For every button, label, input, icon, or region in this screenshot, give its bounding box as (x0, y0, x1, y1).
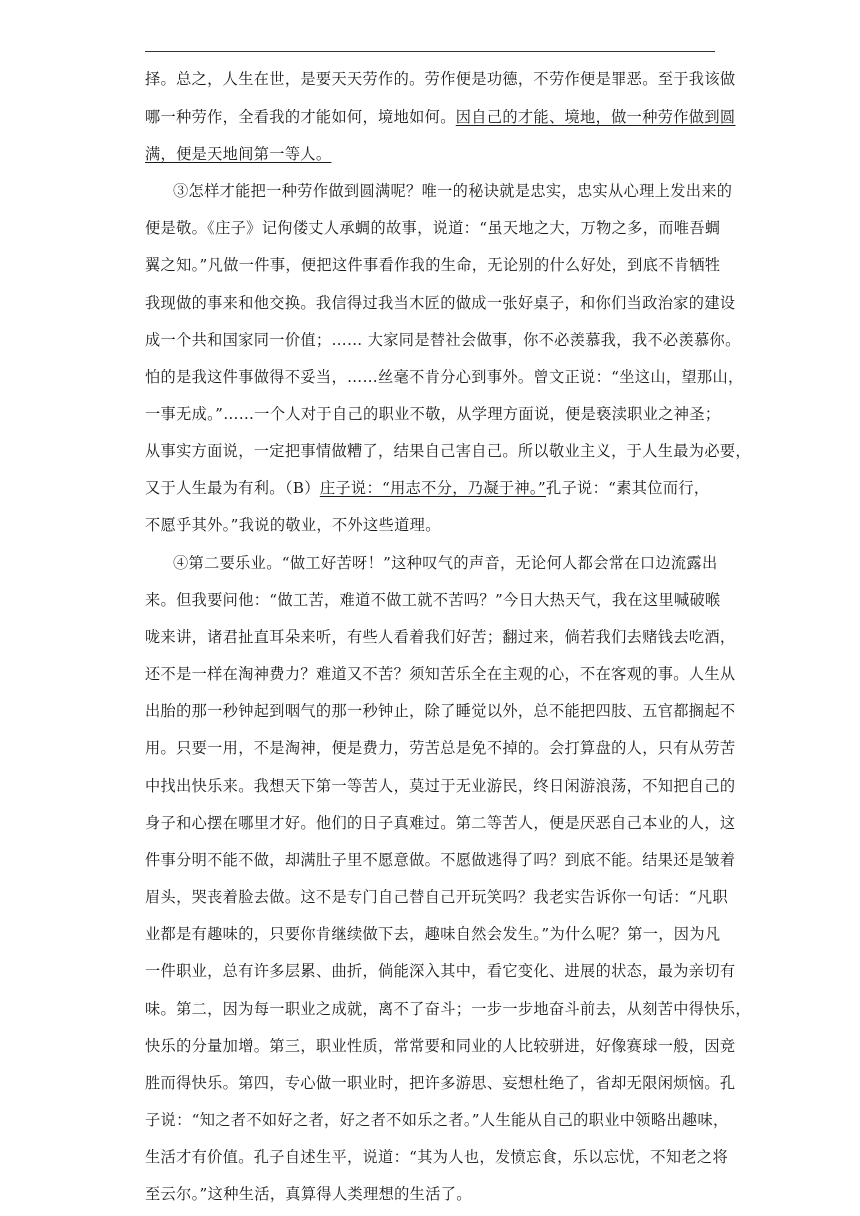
paragraph-3-first-line: ③怎样才能把一种劳作做到圆满呢？唯一的秘诀就是忠实，忠实从心理上发出来的 (173, 182, 733, 200)
text-line: 子说：“知之者不如好之者，好之者不如乐之者。”人生能从自己的职业中领略出趣味， (145, 1111, 729, 1129)
top-rule (145, 51, 715, 52)
text-line: 出胎的那一秒钟起到咽气的那一秒钟止，除了睡觉以外，总不能把四肢、五官都搁起不 (145, 702, 736, 720)
text-line: 一件职业，总有许多层累、曲折，倘能深入其中，看它变化、进展的状态，最为亲切有 (145, 962, 736, 980)
text-line: 生活才有价值。孔子自述生平，说道：“其为人也，发愤忘食，乐以忘忧，不知老之将 (145, 1148, 729, 1166)
text-line: 咙来讲，诸君扯直耳朵来听，有些人看着我们好苦；翻过来，倘若我们去赌钱去吃酒， (145, 628, 736, 646)
text-line: 成一个共和国家同一价值；…… 大家同是替社会做事，你不必羡慕我，我不必羡慕你。 (145, 331, 741, 349)
text-line: 择。总之，人生在世，是要天天劳作的。劳作便是功德，不劳作便是罪恶。至于我该做 (145, 70, 736, 88)
text-span: 又于人生最为有利。（B） (145, 479, 320, 497)
text-line: 胜而得快乐。第四，专心做一职业时，把许多游思、妄想杜绝了，省却无限闲烦恼。孔 (145, 1074, 736, 1092)
paragraph-4-first-line: ④第二要乐业。“做工好苦呀！”这种叹气的声音，无论何人都会常在口边流露出 (173, 554, 718, 572)
text-line: 业都是有趣味的，只要你肯继续做下去，趣味自然会发生。”为什么呢？第一，因为凡 (145, 925, 721, 943)
text-line: 用。只要一用，不是淘神，便是费力，劳苦总是免不掉的。会打算盘的人，只有从劳苦 (145, 739, 736, 757)
text-line: 来。但我要问他：“做工苦，难道不做工就不苦吗？”今日大热天气，我在这里喊破喉 (145, 591, 721, 609)
text-span: 孔子说：“素其位而行， (545, 479, 710, 497)
underlined-sentence-b: 庄子说：“用志不分，乃凝于神。” (319, 479, 546, 497)
text-line: 眉头，哭丧着脸去做。这不是专门自己替自己开玩笑吗？我老实告诉你一句话：“凡职 (145, 888, 729, 906)
text-line: 件事分明不能不做，却满肚子里不愿意做。不愿做逃得了吗？到底不能。结果还是皱着 (145, 851, 736, 869)
text-line: 我现做的事来和他交换。我信得过我当木匠的做成一张好桌子，和你们当政治家的建设 (145, 294, 736, 312)
text-line: 快乐的分量加增。第三，职业性质，常常要和同业的人比较骈进，好像赛球一般，因竞 (145, 1037, 736, 1055)
text-line (145, 102, 735, 132)
text-line: 还不是一样在淘神费力？难道又不苦？须知苦乐全在主观的心，不在客观的事。人生从 (145, 665, 736, 683)
text-span: 哪一种劳作，全看我的才能如何，境地如何。 (145, 108, 456, 126)
text-line: 身子和心摆在哪里才好。他们的日子真难过。第二等苦人，便是厌恶自己本业的人，这 (145, 814, 736, 832)
text-line: 至云尔。”这种生活，真算得人类理想的生活了。 (145, 1185, 472, 1203)
text-line (145, 139, 331, 169)
text-line: 不愿乎其外。”我说的敬业，不外这些道理。 (145, 516, 441, 534)
underlined-sentence: 满，便是天地间第一等人。 (145, 145, 332, 163)
text-line: 中找出快乐来。我想天下第一等苦人，莫过于无业游民，终日闲游浪荡，不知把自己的 (145, 777, 736, 795)
text-line: 一事无成。”……一个人对于自己的职业不敬，从学理方面说，便是亵渎职业之神圣； (145, 405, 721, 423)
text-line: 从事实方面说，一定把事情做糟了，结果自己害自己。所以敬业主义，于人生最为必要， (145, 442, 751, 460)
underlined-sentence: 因自己的才能、境地，做一种劳作做到圆 (455, 108, 736, 126)
text-line: 怕的是我这件事做得不妥当，……丝毫不肯分心到事外。曾文正说：“坐这山，望那山， (145, 368, 744, 386)
text-line (145, 473, 715, 503)
text-line: 便是敬。《庄子》记佝偻丈人承蜩的故事，说道：“虽天地之大，万物之多，而唯吾蜩 (145, 219, 721, 237)
text-line: 味。第二，因为每一职业之成就，离不了奋斗；一步一步地奋斗前去，从刻苦中得快乐， (145, 1000, 751, 1018)
text-line: 翼之知。”凡做一件事，便把这件事看作我的生命，无论别的什么好处，到底不肯牺牲 (145, 256, 721, 274)
